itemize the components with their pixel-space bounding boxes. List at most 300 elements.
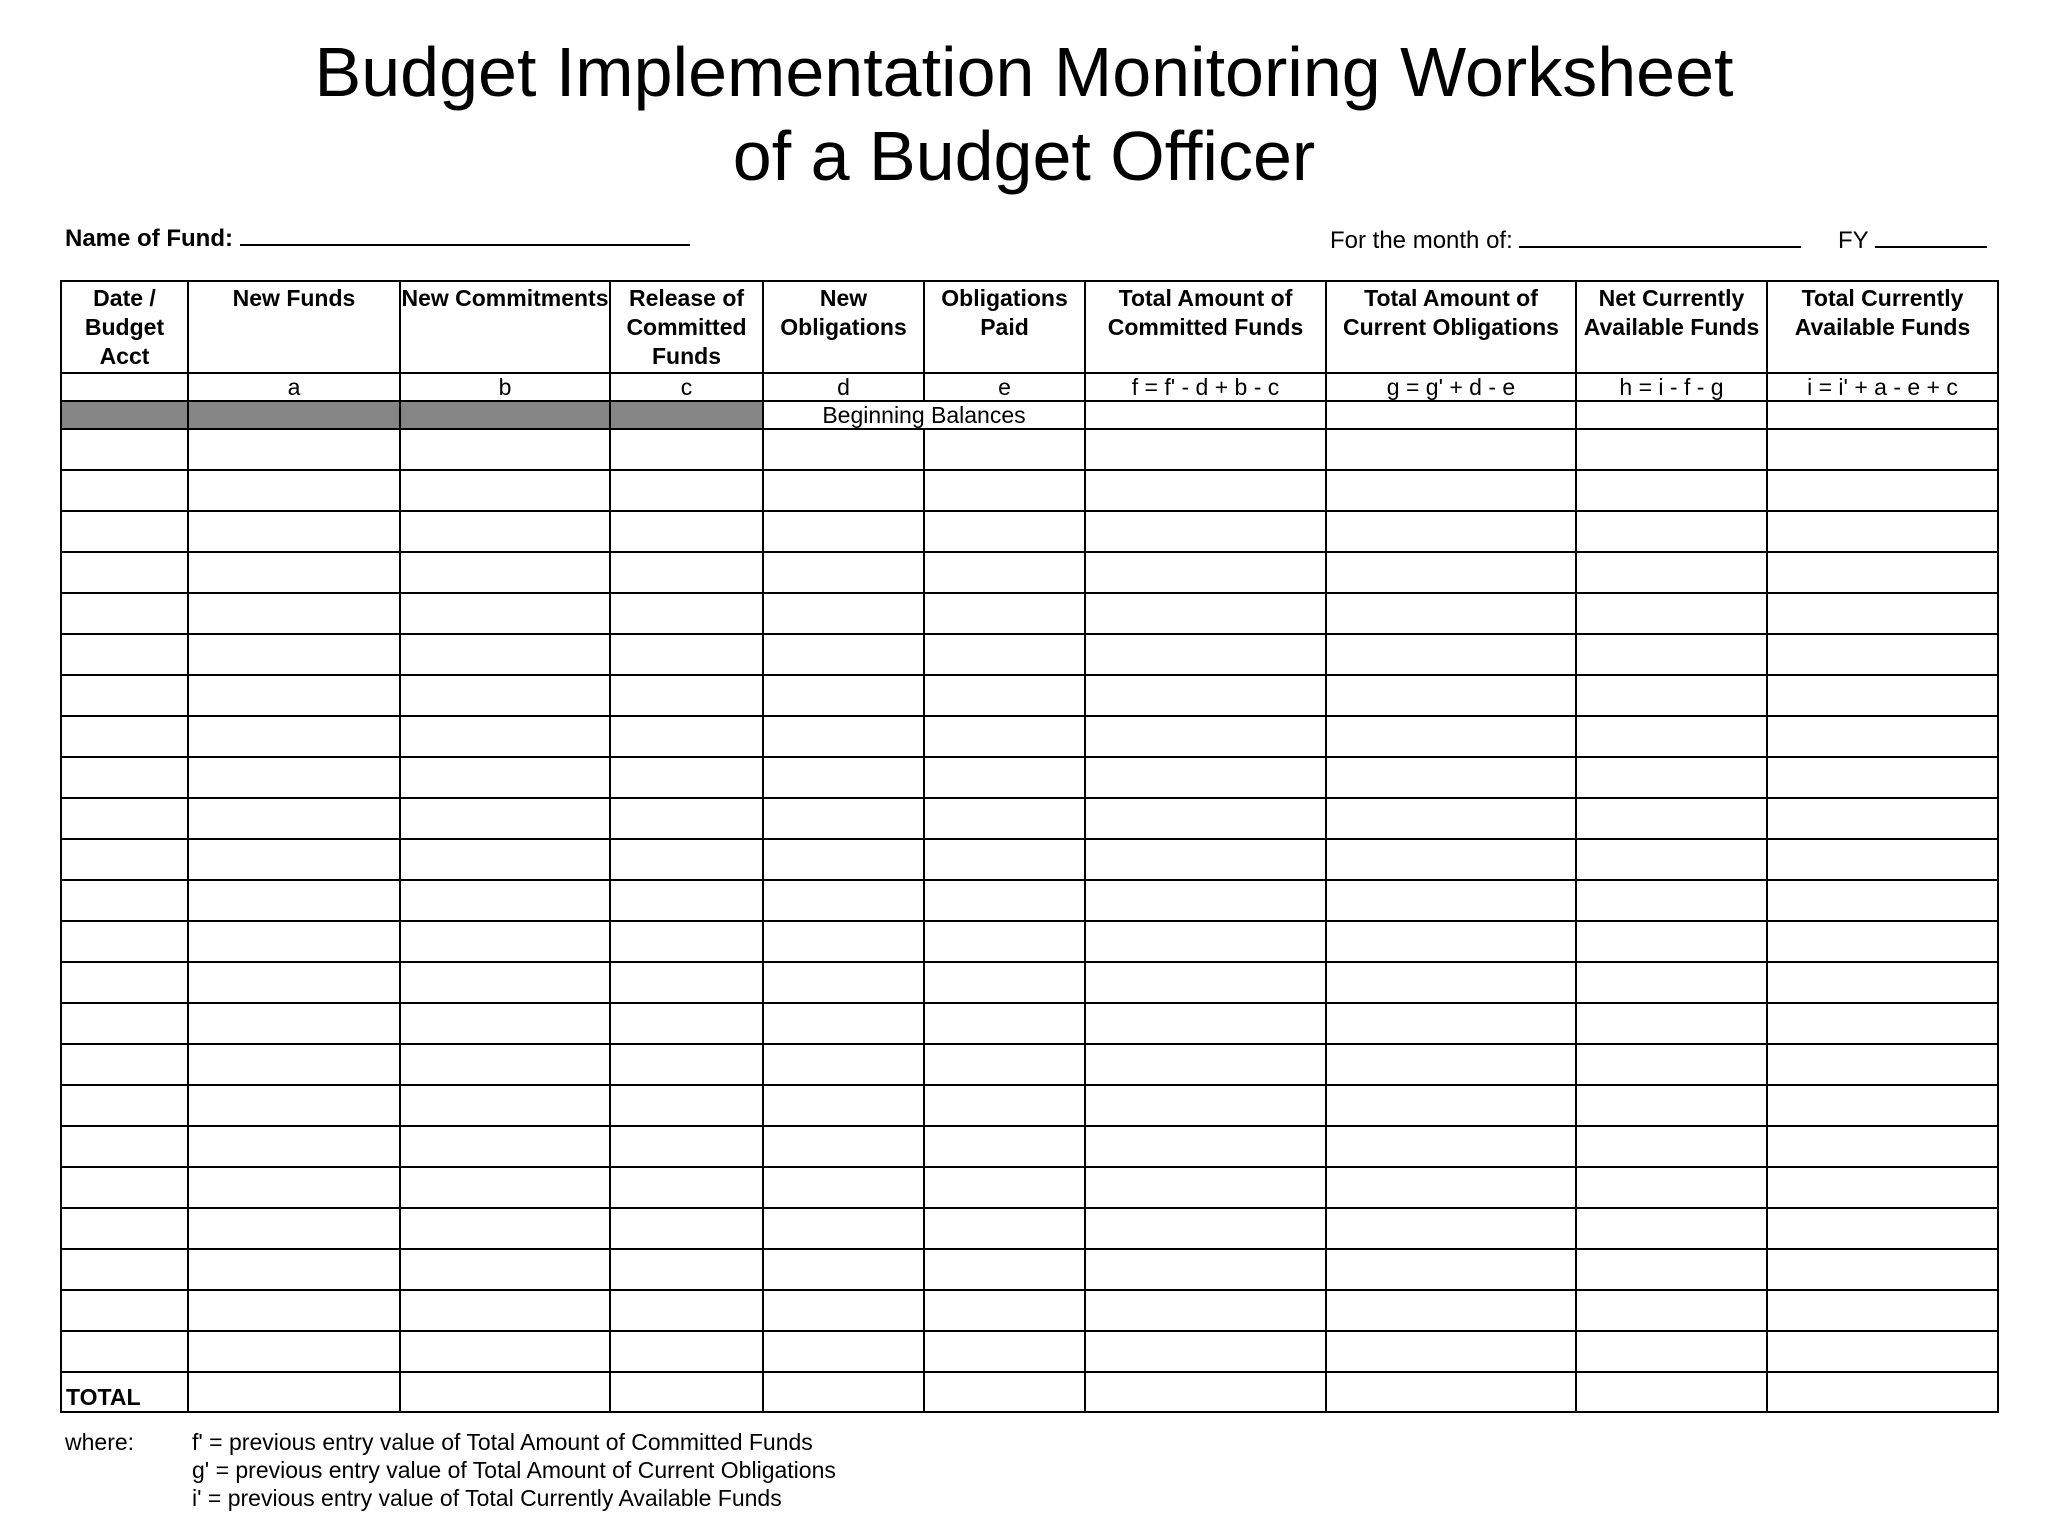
entry-row — [61, 634, 1998, 675]
entry-cell[interactable] — [1576, 401, 1767, 429]
entry-row — [61, 429, 1998, 470]
entry-cell[interactable] — [1326, 634, 1576, 675]
fund-name-blank[interactable] — [240, 222, 690, 246]
entry-cell[interactable] — [188, 675, 400, 716]
entry-cell[interactable] — [763, 511, 924, 552]
entry-cell[interactable] — [1326, 798, 1576, 839]
entry-cell[interactable] — [610, 962, 763, 1003]
entry-cell[interactable] — [1576, 962, 1767, 1003]
formula-cell: b — [400, 373, 610, 401]
entry-cell[interactable] — [924, 1003, 1085, 1044]
entry-cell[interactable] — [1085, 921, 1326, 962]
entry-cell[interactable] — [61, 1331, 188, 1372]
entry-cell[interactable] — [924, 552, 1085, 593]
entry-cell[interactable] — [1576, 921, 1767, 962]
entry-row — [61, 1290, 1998, 1331]
entry-cell[interactable] — [400, 593, 610, 634]
entry-cell[interactable] — [1085, 401, 1326, 429]
entry-cell[interactable] — [61, 552, 188, 593]
entry-cell[interactable] — [610, 798, 763, 839]
entry-cell[interactable] — [188, 880, 400, 921]
entry-cell[interactable] — [400, 1126, 610, 1167]
entry-cell[interactable] — [400, 634, 610, 675]
entry-cell[interactable] — [610, 839, 763, 880]
total-cell[interactable] — [610, 1372, 763, 1412]
entry-cell[interactable] — [188, 552, 400, 593]
entry-cell[interactable] — [1767, 1167, 1998, 1208]
entry-cell[interactable] — [1576, 880, 1767, 921]
entry-cell[interactable] — [1767, 716, 1998, 757]
entry-cell[interactable] — [400, 1208, 610, 1249]
month-blank[interactable] — [1519, 224, 1801, 248]
entry-cell[interactable] — [763, 593, 924, 634]
entry-cell[interactable] — [610, 757, 763, 798]
entry-cell[interactable] — [610, 429, 763, 470]
entry-cell[interactable] — [1085, 1331, 1326, 1372]
entry-cell[interactable] — [610, 1003, 763, 1044]
entry-row — [61, 757, 1998, 798]
entry-cell[interactable] — [61, 1208, 188, 1249]
entry-cell[interactable] — [924, 1126, 1085, 1167]
entry-cell[interactable] — [610, 921, 763, 962]
entry-cell[interactable] — [1767, 1003, 1998, 1044]
entry-cell[interactable] — [610, 1249, 763, 1290]
entry-cell[interactable] — [924, 798, 1085, 839]
entry-cell[interactable] — [610, 1167, 763, 1208]
entry-cell[interactable] — [763, 1044, 924, 1085]
entry-row — [61, 839, 1998, 880]
entry-cell[interactable] — [1326, 1290, 1576, 1331]
entry-cell[interactable] — [1085, 470, 1326, 511]
entry-cell[interactable] — [924, 429, 1085, 470]
entry-cell[interactable] — [1326, 880, 1576, 921]
entry-cell[interactable] — [1767, 1085, 1998, 1126]
entry-cell[interactable] — [763, 716, 924, 757]
formula-cell: g = g' + d - e — [1326, 373, 1576, 401]
entry-cell[interactable] — [1576, 593, 1767, 634]
entry-cell[interactable] — [1085, 552, 1326, 593]
shaded-cell — [400, 401, 610, 429]
entry-cell[interactable] — [188, 634, 400, 675]
entry-cell[interactable] — [763, 552, 924, 593]
entry-cell[interactable] — [1326, 716, 1576, 757]
entry-cell[interactable] — [400, 1249, 610, 1290]
entry-cell[interactable] — [1767, 1208, 1998, 1249]
entry-cell[interactable] — [1085, 429, 1326, 470]
note-f-prime: f' = previous entry value of Total Amount of Committed Funds — [192, 1429, 813, 1455]
entry-cell[interactable] — [924, 1167, 1085, 1208]
entry-cell[interactable] — [1576, 634, 1767, 675]
entry-cell[interactable] — [1085, 1126, 1326, 1167]
entry-cell[interactable] — [1326, 401, 1576, 429]
entry-cell[interactable] — [1326, 962, 1576, 1003]
entry-cell[interactable] — [1576, 1167, 1767, 1208]
entry-cell[interactable] — [1085, 1167, 1326, 1208]
entry-cell[interactable] — [61, 675, 188, 716]
entry-cell[interactable] — [1576, 839, 1767, 880]
entry-cell[interactable] — [1767, 429, 1998, 470]
entry-cell[interactable] — [61, 1249, 188, 1290]
col-header-obligations-paid: Obligations Paid — [924, 281, 1085, 373]
entry-cell[interactable] — [400, 757, 610, 798]
total-cell[interactable] — [763, 1372, 924, 1412]
entry-cell[interactable] — [400, 716, 610, 757]
formula-cell — [61, 373, 188, 401]
entry-cell[interactable] — [188, 1249, 400, 1290]
entry-cell[interactable] — [924, 921, 1085, 962]
column-header-row — [61, 281, 1998, 373]
entry-cell[interactable] — [1576, 1003, 1767, 1044]
entry-cell[interactable] — [400, 1003, 610, 1044]
entry-cell[interactable] — [1767, 798, 1998, 839]
col-header-new-obligations: New Obligations — [763, 281, 924, 373]
entry-cell[interactable] — [763, 798, 924, 839]
entry-cell[interactable] — [1767, 1044, 1998, 1085]
entry-cell[interactable] — [763, 1085, 924, 1126]
entry-cell[interactable] — [400, 798, 610, 839]
formula-cell: d — [763, 373, 924, 401]
entry-cell[interactable] — [924, 1290, 1085, 1331]
entry-cell[interactable] — [400, 511, 610, 552]
formula-cell: e — [924, 373, 1085, 401]
entry-cell[interactable] — [188, 1003, 400, 1044]
total-cell[interactable] — [1326, 1372, 1576, 1412]
entry-cell[interactable] — [1767, 839, 1998, 880]
entry-cell[interactable] — [1767, 634, 1998, 675]
entry-cell[interactable] — [400, 1290, 610, 1331]
entry-cell[interactable] — [1085, 593, 1326, 634]
entry-cell[interactable] — [924, 1044, 1085, 1085]
entry-cell[interactable] — [1085, 675, 1326, 716]
entry-cell[interactable] — [61, 880, 188, 921]
entry-cell[interactable] — [763, 1126, 924, 1167]
entry-cell[interactable] — [763, 675, 924, 716]
entry-cell[interactable] — [610, 1085, 763, 1126]
entry-cell[interactable] — [924, 962, 1085, 1003]
entry-cell[interactable] — [924, 470, 1085, 511]
entry-cell[interactable] — [400, 880, 610, 921]
entry-cell[interactable] — [188, 1290, 400, 1331]
entry-cell[interactable] — [610, 470, 763, 511]
entry-row — [61, 1249, 1998, 1290]
entry-cell[interactable] — [1085, 798, 1326, 839]
total-row — [61, 1372, 1998, 1412]
entry-row — [61, 1003, 1998, 1044]
entry-cell[interactable] — [61, 839, 188, 880]
entry-cell[interactable] — [763, 1208, 924, 1249]
entry-cell[interactable] — [1326, 1126, 1576, 1167]
entry-cell[interactable] — [61, 757, 188, 798]
entry-cell[interactable] — [924, 511, 1085, 552]
entry-cell[interactable] — [610, 1290, 763, 1331]
entry-cell[interactable] — [1576, 675, 1767, 716]
entry-cell[interactable] — [1767, 511, 1998, 552]
entry-cell[interactable] — [1326, 593, 1576, 634]
entry-cell[interactable] — [763, 1331, 924, 1372]
entry-cell[interactable] — [763, 634, 924, 675]
entry-cell[interactable] — [1326, 1208, 1576, 1249]
entry-cell[interactable] — [1576, 1044, 1767, 1085]
entry-cell[interactable] — [1767, 552, 1998, 593]
entry-cell[interactable] — [763, 1167, 924, 1208]
entry-cell[interactable] — [763, 921, 924, 962]
entry-cell[interactable] — [1576, 552, 1767, 593]
entry-cell[interactable] — [1576, 1208, 1767, 1249]
shaded-cell — [188, 401, 400, 429]
entry-cell[interactable] — [400, 675, 610, 716]
entry-cell[interactable] — [61, 1003, 188, 1044]
total-cell[interactable] — [1085, 1372, 1326, 1412]
entry-cell[interactable] — [1767, 1249, 1998, 1290]
entry-cell[interactable] — [763, 429, 924, 470]
entry-cell[interactable] — [610, 1331, 763, 1372]
entry-cell[interactable] — [1576, 716, 1767, 757]
formula-cell: i = i' + a - e + c — [1767, 373, 1998, 401]
entry-cell[interactable] — [610, 634, 763, 675]
entry-row — [61, 593, 1998, 634]
entry-cell[interactable] — [610, 511, 763, 552]
entry-cell[interactable] — [763, 470, 924, 511]
entry-cell[interactable] — [610, 675, 763, 716]
col-header-total-available-funds: Total Currently Available Funds — [1767, 281, 1998, 373]
entry-cell[interactable] — [400, 429, 610, 470]
entry-cell[interactable] — [924, 839, 1085, 880]
entry-cell[interactable] — [1326, 429, 1576, 470]
entry-cell[interactable] — [610, 552, 763, 593]
entry-cell[interactable] — [400, 552, 610, 593]
entry-cell[interactable] — [1576, 798, 1767, 839]
entry-row — [61, 1085, 1998, 1126]
entry-cell[interactable] — [1326, 1085, 1576, 1126]
total-cell[interactable] — [188, 1372, 400, 1412]
entry-cell[interactable] — [763, 962, 924, 1003]
entry-cell[interactable] — [1326, 552, 1576, 593]
total-label: TOTAL — [61, 1372, 188, 1412]
worksheet-title — [0, 30, 2048, 198]
entry-cell[interactable] — [188, 962, 400, 1003]
entry-cell[interactable] — [1326, 1003, 1576, 1044]
entry-row — [61, 1208, 1998, 1249]
title-line-1: Budget Implementation Monitoring Worksheet — [314, 33, 1734, 111]
entry-cell[interactable] — [1767, 757, 1998, 798]
entry-cell[interactable] — [1326, 1331, 1576, 1372]
entry-cell[interactable] — [1767, 962, 1998, 1003]
entry-cell[interactable] — [400, 1167, 610, 1208]
entry-cell[interactable] — [763, 1003, 924, 1044]
note-i-prime: i' = previous entry value of Total Currently Available Funds — [192, 1485, 782, 1511]
entry-cell[interactable] — [188, 1085, 400, 1126]
entry-cell[interactable] — [1085, 634, 1326, 675]
entry-cell[interactable] — [1326, 757, 1576, 798]
entry-cell[interactable] — [188, 1167, 400, 1208]
entry-cell[interactable] — [1085, 757, 1326, 798]
entry-cell[interactable] — [924, 675, 1085, 716]
entry-cell[interactable] — [1767, 1126, 1998, 1167]
col-header-release-committed-funds: Release of Committed Funds — [610, 281, 763, 373]
entry-row — [61, 1044, 1998, 1085]
entry-cell[interactable] — [1326, 1044, 1576, 1085]
entry-cell[interactable] — [400, 1085, 610, 1126]
entry-cell[interactable] — [924, 880, 1085, 921]
entry-row — [61, 798, 1998, 839]
entry-cell[interactable] — [924, 1331, 1085, 1372]
total-cell[interactable] — [1767, 1372, 1998, 1412]
entry-cell[interactable] — [1085, 880, 1326, 921]
entry-row — [61, 552, 1998, 593]
entry-row — [61, 962, 1998, 1003]
entry-cell[interactable] — [1326, 1167, 1576, 1208]
entry-cell[interactable] — [610, 593, 763, 634]
entry-cell[interactable] — [1576, 470, 1767, 511]
entry-cell[interactable] — [188, 1208, 400, 1249]
entry-cell[interactable] — [1085, 1085, 1326, 1126]
entry-cell[interactable] — [924, 1249, 1085, 1290]
entry-cell[interactable] — [1085, 839, 1326, 880]
col-header-total-current-obligations: Total Amount of Current Obligations — [1326, 281, 1576, 373]
entry-cell[interactable] — [188, 1126, 400, 1167]
entry-cell[interactable] — [763, 839, 924, 880]
entry-row — [61, 880, 1998, 921]
entry-cell[interactable] — [188, 798, 400, 839]
entry-cell[interactable] — [1576, 511, 1767, 552]
entry-cell[interactable] — [61, 798, 188, 839]
entry-cell[interactable] — [1576, 1126, 1767, 1167]
entry-cell[interactable] — [1767, 675, 1998, 716]
entry-cell[interactable] — [188, 511, 400, 552]
entry-cell[interactable] — [1326, 511, 1576, 552]
entry-cell[interactable] — [1767, 880, 1998, 921]
entry-cell[interactable] — [1085, 1044, 1326, 1085]
entry-cell[interactable] — [763, 1290, 924, 1331]
entry-cell[interactable] — [763, 757, 924, 798]
entry-cell[interactable] — [1767, 921, 1998, 962]
entry-cell[interactable] — [1767, 401, 1998, 429]
entry-cell[interactable] — [763, 880, 924, 921]
entry-cell[interactable] — [61, 634, 188, 675]
entry-cell[interactable] — [1326, 921, 1576, 962]
fy-label: FY — [1838, 227, 1869, 254]
entry-cell[interactable] — [1085, 1290, 1326, 1331]
entry-cell[interactable] — [1326, 675, 1576, 716]
entry-row — [61, 716, 1998, 757]
entry-cell[interactable] — [610, 1208, 763, 1249]
entry-cell[interactable] — [924, 1085, 1085, 1126]
entry-cell[interactable] — [400, 1331, 610, 1372]
col-header-new-commitments: New Commitments — [400, 281, 610, 373]
entry-cell[interactable] — [61, 1167, 188, 1208]
entry-cell[interactable] — [1767, 470, 1998, 511]
entry-cell[interactable] — [188, 839, 400, 880]
entry-cell[interactable] — [61, 1290, 188, 1331]
formula-cell: h = i - f - g — [1576, 373, 1767, 401]
entry-cell[interactable] — [1085, 962, 1326, 1003]
entry-cell[interactable] — [188, 716, 400, 757]
total-cell[interactable] — [924, 1372, 1085, 1412]
entry-cell[interactable] — [188, 921, 400, 962]
entry-cell[interactable] — [1085, 1249, 1326, 1290]
worksheet-table — [60, 280, 1999, 1413]
entry-cell[interactable] — [924, 1208, 1085, 1249]
entry-cell[interactable] — [610, 1044, 763, 1085]
beginning-balances-label: Beginning Balances — [763, 401, 1085, 429]
entry-row — [61, 675, 1998, 716]
entry-cell[interactable] — [1576, 1290, 1767, 1331]
entry-cell[interactable] — [1085, 1208, 1326, 1249]
col-header-total-committed-funds: Total Amount of Committed Funds — [1085, 281, 1326, 373]
entry-cell[interactable] — [1767, 593, 1998, 634]
entry-row — [61, 1331, 1998, 1372]
entry-cell[interactable] — [1576, 1249, 1767, 1290]
entry-cell[interactable] — [61, 470, 188, 511]
entry-cell[interactable] — [400, 962, 610, 1003]
entry-cell[interactable] — [400, 839, 610, 880]
entry-cell[interactable] — [61, 1126, 188, 1167]
entry-cell[interactable] — [1576, 429, 1767, 470]
entry-cell[interactable] — [610, 716, 763, 757]
entry-cell[interactable] — [1576, 757, 1767, 798]
entry-cell[interactable] — [61, 1085, 188, 1126]
entry-row — [61, 511, 1998, 552]
entry-cell[interactable] — [924, 757, 1085, 798]
total-cell[interactable] — [1576, 1372, 1767, 1412]
entry-cell[interactable] — [188, 470, 400, 511]
entry-cell[interactable] — [763, 1249, 924, 1290]
entry-cell[interactable] — [61, 962, 188, 1003]
entry-cell[interactable] — [610, 1126, 763, 1167]
entry-cell[interactable] — [188, 429, 400, 470]
fund-name-label: Name of Fund: — [65, 225, 233, 252]
entry-cell[interactable] — [1576, 1331, 1767, 1372]
shaded-cell — [61, 401, 188, 429]
col-header-new-funds: New Funds — [188, 281, 400, 373]
entry-cell[interactable] — [188, 1331, 400, 1372]
entry-cell[interactable] — [188, 593, 400, 634]
col-header-date-budget-acct: Date / Budget Acct — [61, 281, 188, 373]
entry-cell[interactable] — [188, 1044, 400, 1085]
entry-cell[interactable] — [1085, 511, 1326, 552]
entry-cell[interactable] — [61, 429, 188, 470]
entry-row — [61, 470, 1998, 511]
entry-cell[interactable] — [61, 511, 188, 552]
entry-cell[interactable] — [400, 470, 610, 511]
entry-cell[interactable] — [1326, 1249, 1576, 1290]
col-header-net-available-funds: Net Currently Available Funds — [1576, 281, 1767, 373]
entry-cell[interactable] — [924, 716, 1085, 757]
formula-cell: a — [188, 373, 400, 401]
entry-cell[interactable] — [924, 634, 1085, 675]
entry-cell[interactable] — [1576, 1085, 1767, 1126]
entry-cell[interactable] — [1085, 1003, 1326, 1044]
total-cell[interactable] — [400, 1372, 610, 1412]
entry-cell[interactable] — [188, 757, 400, 798]
entry-cell[interactable] — [924, 593, 1085, 634]
entry-cell[interactable] — [1326, 839, 1576, 880]
entry-cell[interactable] — [610, 880, 763, 921]
entry-cell[interactable] — [1326, 470, 1576, 511]
entry-cell[interactable] — [61, 921, 188, 962]
entry-cell[interactable] — [1767, 1331, 1998, 1372]
entry-cell[interactable] — [1085, 716, 1326, 757]
formula-cell: f = f' - d + b - c — [1085, 373, 1326, 401]
entry-cell[interactable] — [61, 593, 188, 634]
entry-cell[interactable] — [61, 716, 188, 757]
entry-cell[interactable] — [400, 921, 610, 962]
entry-cell[interactable] — [1767, 1290, 1998, 1331]
fy-blank[interactable] — [1875, 224, 1987, 248]
entry-cell[interactable] — [400, 1044, 610, 1085]
entry-row — [61, 1167, 1998, 1208]
entry-cell[interactable] — [61, 1044, 188, 1085]
